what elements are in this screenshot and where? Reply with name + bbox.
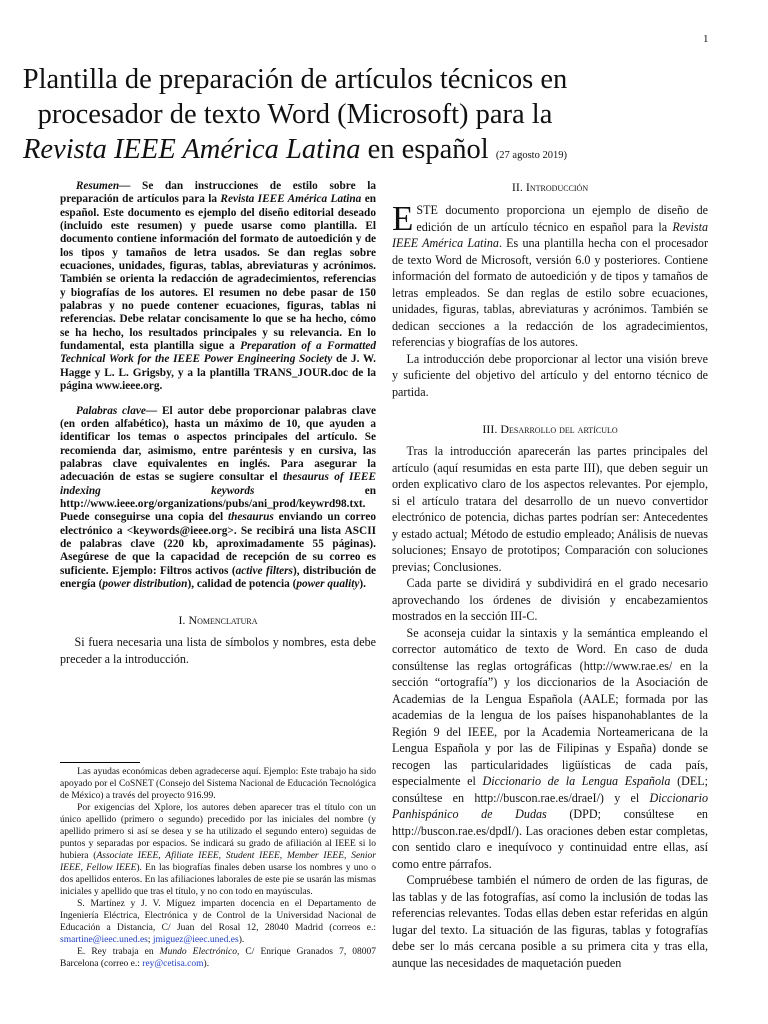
keywords-text: El autor debe proporcionar palabras clave (en orden alfabético), hasta un máximo de 10, que ayuden a identificar los temas o aspectos principales del artículo. Se recomienda dar, asimismo, entre paréntesis y en cursiva, las palabras clave equivalentes en inglés. Para asegurar la adecuación de estas se sugiere consultar el <box>60 404 376 484</box>
intro-first-paragraph-wrap <box>392 199 708 351</box>
paragraph-text: . Es una plantilla hecha con el procesador de texto Word de Microsoft, versión 6.0 y posteriores. Contiene información del formato de autoedición y de tipos y tamaños de letras empleados. Se dan reglas de estilo sobre ecuaciones, unidades, figuras, tablas, abreviaturas y acrónimos. También se dedican secciones a la redacción de los agradecimientos, referencias y biografías de los autores. <box>392 236 708 349</box>
footnote-affiliation-1 <box>60 898 376 946</box>
title-date: (27 agosto 2019) <box>495 150 567 161</box>
footnotes <box>60 766 376 970</box>
footnote-author-format <box>60 802 376 898</box>
footnote-text: ; <box>147 935 153 945</box>
section-heading-introduccion <box>392 180 708 195</box>
section-heading-nomenclatura <box>60 613 376 628</box>
email-link[interactable]: rey@cetisa.com <box>142 959 204 969</box>
page-number: 1 <box>703 33 709 45</box>
dictionary-name: Diccionario de la Lengua Española <box>482 774 671 788</box>
intro-paragraph-1 <box>392 199 708 351</box>
abstract <box>60 180 376 394</box>
section-title: Nomenclatura <box>188 613 258 628</box>
intro-paragraph-2: La introducción debe proporcionar al lector una visión breve y suficiente del objetivo del artículo y del entorno técnico de partida. <box>392 351 708 399</box>
right-column <box>392 180 708 971</box>
journal-name: Revista IEEE América Latina <box>392 219 708 250</box>
email-link[interactable]: jmiguez@ieec.uned.es <box>152 935 239 945</box>
section-title: Introducción <box>525 180 589 194</box>
section-number: III. <box>482 422 498 436</box>
paragraph-text: (DPD; consúltese en http://buscon.rae.es/dpdI/). Las oraciones deben estar completas, con sentido claro e inequívoco y continuidad entre ellas, así como entre párrafos. <box>392 807 708 871</box>
email-link[interactable]: smartine@ieec.uned.es <box>60 935 148 945</box>
footnote-text: ). <box>238 935 245 945</box>
footnote-text: ). <box>203 959 210 969</box>
section-number: I. <box>178 613 186 628</box>
keywords-text: ), distribución de energía ( <box>60 564 376 590</box>
footnote-funding: Las ayudas económicas deben agradecerse aquí. Ejemplo: Este trabajo ha sido apoyado por el CoSNET (Consejo del Sistema Nacional de Educación Tecnológica de México) a través del proyecto 916.99. <box>60 767 376 801</box>
footnote-text: E. Rey trabaja en <box>77 947 160 957</box>
paper-title <box>0 62 590 173</box>
footnote-text: ). En las biografías finales deben usarse los nombres y uno o dos apellidos enteros. En las afiliaciones laborales de este pie se usarán las mismas iniciales y apellido que tras el título, y no con todo en mayúsculas. <box>60 863 376 897</box>
keyword-english: power quality <box>296 577 360 590</box>
keywords-label: Palabras clave— <box>75 404 158 417</box>
abstract-journal: Revista IEEE América Latina <box>220 193 362 206</box>
dictionary-name: Diccionario Panhispánico de Dudas <box>392 790 708 821</box>
abstract-text: de J. W. Hagge y L. L. Grigsby, y a la plantilla TRANS_JOUR.doc de la página www.ieee.org. <box>60 353 376 393</box>
footnote-affiliation-2 <box>60 946 376 970</box>
title-line-2: procesador de texto Word (Microsoft) para la <box>37 99 553 130</box>
abstract-text: Se dan instrucciones de estilo sobre la preparación de artículos para la <box>60 180 376 206</box>
abstract-reference-title: Preparation of a Formatted Technical Work for the IEEE Power Engineering Society <box>60 340 376 366</box>
desarrollo-paragraph-3 <box>392 625 708 873</box>
keyword-english: active filters <box>235 564 293 577</box>
section-heading-desarrollo <box>392 422 708 437</box>
abstract-text: en español. Este documento es ejemplo del diseño editorial deseado (incluido este resumen) y puede usarse como plantilla. El documento contiene información del formato de autoedición y de los tipos y tamaños de letra usados. Se dan reglas sobre ecuaciones, unidades, figuras, tablas, abreviaturas y acrónimos. También se orienta la redacción de agradecimientos, referencias y biografías de los autores. El resumen no debe pasar de 150 palabras y no puede contener ecuaciones, figuras, tablas ni referencias. Debe relatar concisamente lo que se ha hecho, cómo se ha hecho, los resultados principales y su relevancia. En lo fundamental, esta plantilla sigue a <box>60 193 376 353</box>
footnote-text: , C/ Enrique Granados 7, 08007 Barcelona (correo e.: <box>60 947 377 969</box>
paragraph-text: Se aconseja cuidar la sintaxis y la semántica empleando el corrector automático de texto de Word. En caso de duda consúltense las reglas ortográficas (http://www.rae.es/ en la sección “ortografía”) y los diccionarios de la Asociación de Academias de la Lengua Española (AALE; formada por las academias de la lengua de los países hispanohablantes de la Región 9 del IEEE, por la Academia Norteamericana de la Lengua Española y por las de Filipinas y España) donde se recogen las particularidades ligüísticas de cada país, especialmente el <box>392 625 708 788</box>
footnote-ieee-grades: Associate IEEE, Afiliate IEEE, Student IEEE, Member IEEE, Senior IEEE, Fellow IEEE <box>60 851 377 873</box>
keywords-text: enviando un correo electrónico a <keywords@ieee.org>. Se recibirá una lista ASCII de palabras clave (220 kb, aproximadamente 55 páginas). Asegúrese de que la capacidad de recepción de su correo es suficiente. Ejemplo: Filtros activos ( <box>60 511 376 577</box>
title-journal: Revista IEEE América Latina <box>23 134 361 165</box>
keywords-thesaurus: thesaurus of IEEE indexing keywords <box>60 471 377 497</box>
footnote-magazine: Mundo Electrónico <box>159 947 237 957</box>
keywords <box>60 405 376 592</box>
left-column <box>60 180 376 667</box>
paragraph-text: STE documento proporciona un ejemplo de diseño de edición de un artículo técnico en español para la <box>416 203 708 234</box>
keywords-text: en http://www.ieee.org/organizations/pubs/ani_prod/keywrd98.txt. Puede conseguirse una copia del <box>60 484 376 524</box>
keywords-thesaurus: thesaurus <box>227 511 274 524</box>
nomenclatura-paragraph: Si fuera necesaria una lista de símbolos y nombres, esta debe preceder a la introducción. <box>60 635 376 666</box>
keywords-text: ). <box>359 577 366 590</box>
title-line-3 <box>0 132 590 173</box>
desarrollo-paragraph-1: Tras la introducción aparecerán las partes principales del artículo (aquí resumidas en esta parte III), que deben seguir un orden explicativo claro de los aspectos relevantes. Por ejemplo, si el artículo tratara del desarrollo de un nuevo convertidor electrónico de potencia, dichas partes podrían ser: Antecedentes y estado actual; Método de estudio empleado; Análisis de nuevas soluciones; Ensayo de prototipos; Comparación con soluciones previas; Conclusiones. <box>392 444 708 574</box>
drop-cap: E <box>392 199 414 238</box>
section-number: II. <box>511 180 523 194</box>
section-title: Desarrollo del artículo <box>500 422 618 436</box>
footnote-text: Por exigencias del Xplore, los autores deben aparecer tras el título con un único apellido (primero o segundo) precedido por las iniciales del nombre (y apellido primero si así se desea y se ha utilizado el segundo entero) seguidas de puntos y separadas por espacios. Se indicará su grado de afiliación al IEEE si lo hubiera ( <box>60 803 376 861</box>
title-language: en español <box>360 134 496 165</box>
footnote-text: S. Martínez y J. V. Míguez imparten docencia en el Departamento de Ingeniería Eléctrica, Electrónica y de Control de la Universidad Nacional de Educación a Distancia, C/ Juan del Rosal 12, 28040 Madrid (correos e.: <box>60 899 376 933</box>
paragraph-text: (DEL; consúltese en http://buscon.rae.es/draeI/) y el <box>392 774 708 805</box>
abstract-label: Resumen— <box>75 180 131 192</box>
keywords-text: ), calidad de potencia ( <box>187 577 297 590</box>
desarrollo-paragraph-2: Cada parte se dividirá y subdividirá en el grado necesario aprovechando los órdenes de división y encabezamientos mostrados en la sección III-C. <box>392 576 708 623</box>
keyword-english: power distribution <box>102 577 188 590</box>
desarrollo-paragraph-4: Compruébese también el número de orden de las figuras, de las tablas y de las fotografías, así como la inclusión de todas las referencias relevantes. Todas ellas deben estar referidas en algún lugar del texto. La situación de las figuras, tablas y fotografías debe ser lo más cercana posible a su primera cita y tras ella, aunque las necesidades de maquetación pueden <box>392 873 708 970</box>
title-line-1: Plantilla de preparación de artículos técnicos en <box>22 64 568 95</box>
footnote-divider <box>60 762 140 763</box>
